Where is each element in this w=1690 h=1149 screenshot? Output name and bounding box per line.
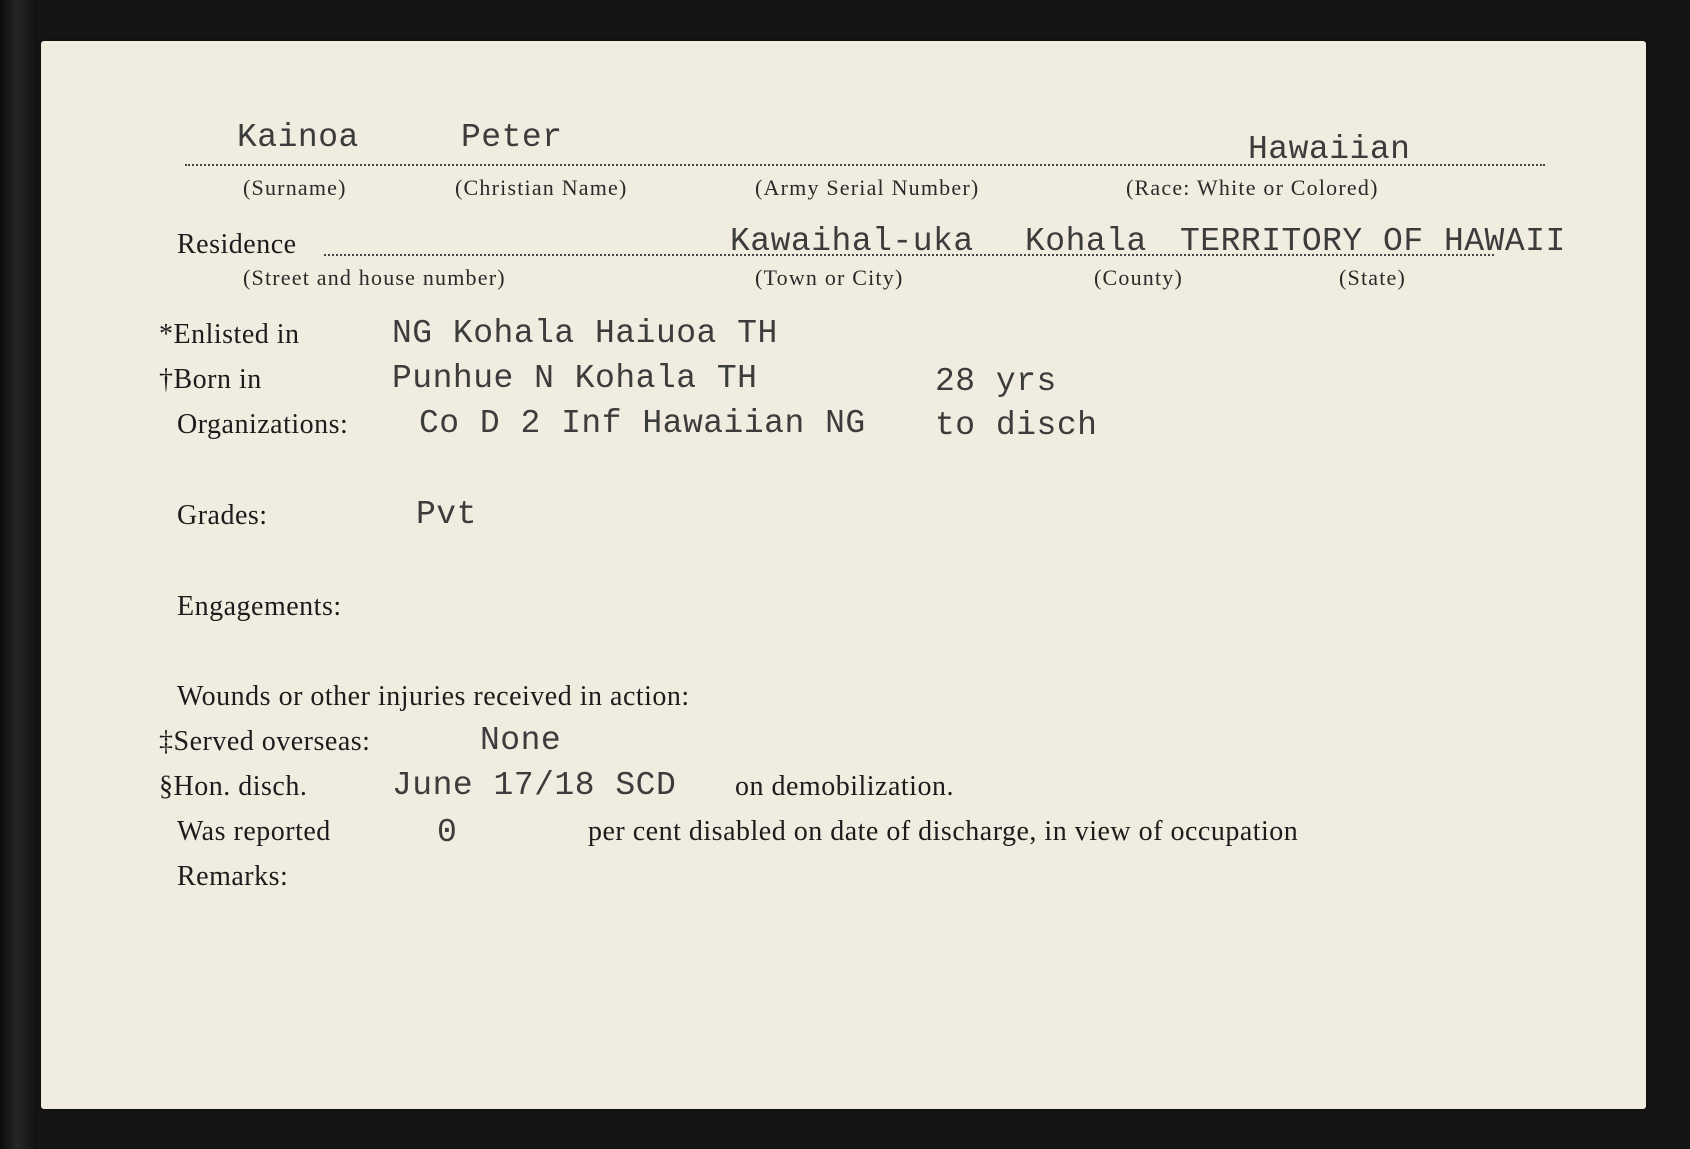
born-place-value: Punhue N Kohala TH <box>392 360 758 397</box>
state-caption: (State) <box>1339 265 1407 290</box>
served-overseas-label: ‡Served overseas: <box>159 726 371 757</box>
grades-value: Pvt <box>416 496 477 533</box>
enlisted-value: NG Kohala Haiuoa TH <box>392 315 778 352</box>
engagements-label: Engagements: <box>177 591 342 622</box>
organizations-label: Organizations: <box>177 409 349 440</box>
residence-state-value: TERRITORY OF HAWAII <box>1180 223 1566 260</box>
surname-caption: (Surname) <box>243 175 347 200</box>
wounds-label: Wounds or other injuries received in action: <box>177 681 690 712</box>
residence-town-value: Kawaihal-uka <box>730 223 974 260</box>
honorable-discharge-label: §Hon. disch. <box>159 771 308 802</box>
honorable-discharge-value: June 17/18 SCD <box>392 767 677 804</box>
binder-edge <box>0 0 38 1149</box>
serial-number-caption: (Army Serial Number) <box>755 175 980 200</box>
christian-name-caption: (Christian Name) <box>455 175 628 200</box>
residence-county-value: Kohala <box>1025 223 1147 260</box>
honorable-discharge-suffix: on demobilization. <box>735 771 954 802</box>
organizations-value: Co D 2 Inf Hawaiian NG <box>419 405 866 442</box>
served-overseas-value: None <box>480 722 562 759</box>
organizations-extra: to disch <box>935 407 1098 444</box>
grades-label: Grades: <box>177 500 268 531</box>
service-record-card <box>41 41 1646 1109</box>
christian-name-value: Peter <box>461 119 563 156</box>
surname-value: Kainoa <box>237 119 359 156</box>
age-value: 28 yrs <box>935 363 1057 400</box>
born-label: †Born in <box>159 364 262 395</box>
enlisted-label: *Enlisted in <box>159 319 300 350</box>
town-caption: (Town or City) <box>755 265 904 290</box>
county-caption: (County) <box>1094 265 1184 290</box>
was-reported-label: Was reported <box>177 816 331 847</box>
disability-percent-value: 0 <box>437 814 458 851</box>
race-caption: (Race: White or Colored) <box>1126 175 1379 200</box>
race-value: Hawaiian <box>1248 131 1411 168</box>
street-caption: (Street and house number) <box>243 265 506 290</box>
residence-label: Residence <box>177 229 297 260</box>
remarks-label: Remarks: <box>177 861 289 892</box>
disability-statement: per cent disabled on date of discharge, in view of occupation <box>588 816 1299 847</box>
